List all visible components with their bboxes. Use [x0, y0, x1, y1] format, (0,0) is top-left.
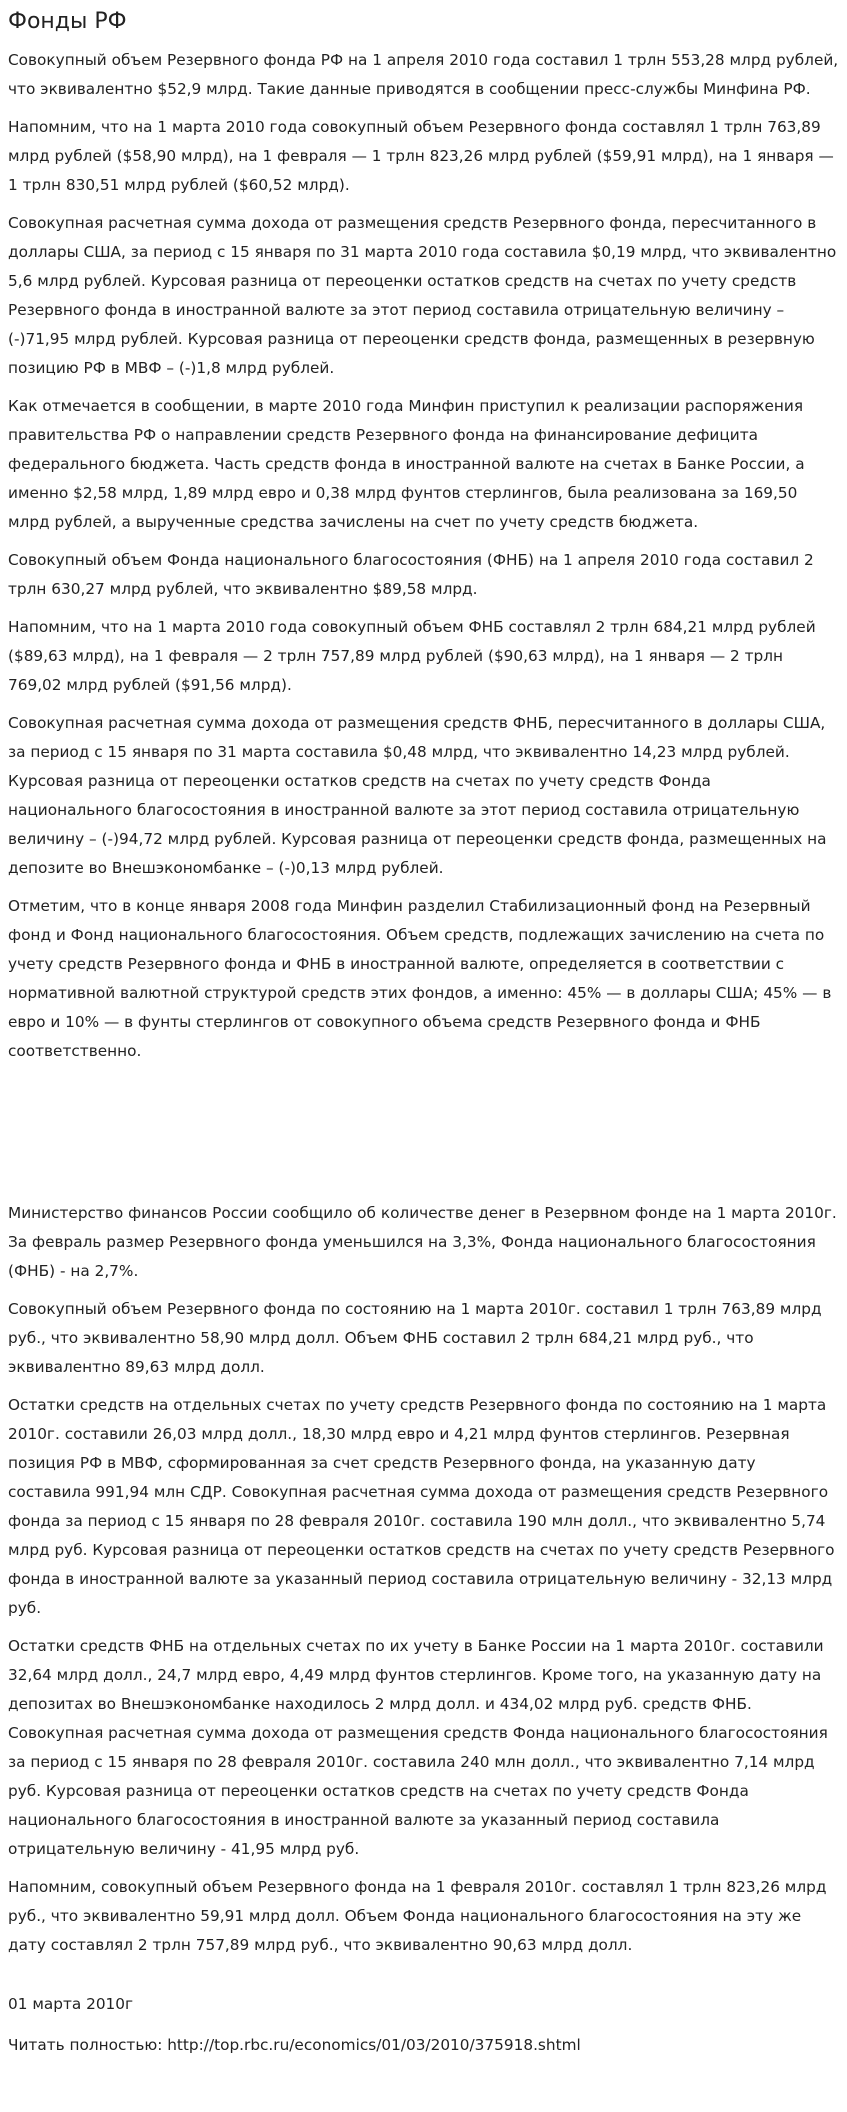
- paragraph: Министерство финансов России сообщило об количестве денег в Резервном фонде на 1 марта 2010г. За февраль размер Резервного фонда уменьшился на 3,3%, Фонда национального благосостояния (ФНБ) - на 2,7%.: [8, 1204, 837, 1280]
- paragraph: Как отмечается в сообщении, в марте 2010 года Минфин приступил к реализации распоряжения правительства РФ о направлении средств Резервного фонда на финансирование дефицита федерального бюджета. Часть средств фонда в иностранной валюте на счетах в Банке России, а именно $2,58 млрд, 1,89 млрд евро и 0,38 млрд фунтов стерлингов, была реализована за 169,50 млрд рублей, а вырученные средства зачислены на счет по учету средств бюджета.: [8, 397, 805, 531]
- paragraph: Совокупный объем Резервного фонда РФ на 1 апреля 2010 года составил 1 трлн 553,28 млрд рублей, что эквивалентно $52,9 млрд. Такие данные приводятся в сообщении пресс-службы Минфина РФ.: [8, 51, 839, 98]
- paragraph: Остатки средств ФНБ на отдельных счетах по их учету в Банке России на 1 марта 2010г. составили 32,64 млрд долл., 24,7 млрд евро, 4,49 млрд фунтов стерлингов. Кроме того, на указанную дату на депозитах во Внешэкономбанке находилось 2 млрд долл. и 434,02 млрд руб. средств ФНБ. Совокупная расчетная сумма дохода от размещения средств Фонда национального благосостояния за период с 15 января по 28 февраля 2010г. составила 240 млн долл., что эквивалентно 7,14 млрд руб. Курсовая разница от переоценки остатков средств на счетах по учету средств Фонда национального благосостояния в иностранной валюте за указанный период составила отрицательную величину - 41,95 млрд руб.: [8, 1637, 828, 1858]
- page-title: Фонды РФ: [8, 9, 127, 34]
- section-gap: [8, 1075, 839, 1199]
- source-prefix: Читать полностью:: [8, 2036, 168, 2054]
- paragraph: Напомним, что на 1 марта 2010 года совокупный объем ФНБ составлял 2 трлн 684,21 млрд рублей ($89,63 млрд), на 1 февраля — 2 трлн 757,89 млрд рублей ($90,63 млрд), на 1 января — 2 трлн 769,02 млрд рублей ($91,56 млрд).: [8, 618, 816, 694]
- paragraph: Напомним, совокупный объем Резервного фонда на 1 февраля 2010г. составлял 1 трлн 823,26 млрд руб., что эквивалентно 59,91 млрд долл. Объем Фонда национального благосостояния на эту же дату составлял 2 трлн 757,89 млрд руб., что эквивалентно 90,63 млрд долл.: [8, 1878, 827, 1954]
- source-link[interactable]: http://top.rbc.ru/economics/01/03/2010/375918.shtml: [167, 2036, 581, 2054]
- paragraph: Совокупный объем Фонда национального благосостояния (ФНБ) на 1 апреля 2010 года составил 2 трлн 630,27 млрд рублей, что эквивалентно $89,58 млрд.: [8, 551, 814, 598]
- article-date: 01 марта 2010г: [8, 1995, 134, 2013]
- paragraph: Совокупная расчетная сумма дохода от размещения средств ФНБ, пересчитанного в доллары США, за период с 15 января по 31 марта составила $0,48 млрд, что эквивалентно 14,23 млрд рублей. Курсовая разница от переоценки остатков средств на счетах по учету средств Фонда национального благосостояния в иностранной валюте за этот период составила отрицательную величину – (-)94,72 млрд рублей. Курсовая разница от переоценки средств фонда, размещенных на депозите во Внешэкономбанке – (-)0,13 млрд рублей.: [8, 714, 827, 877]
- source-line: [8, 2031, 839, 2060]
- article-section-reserve-march: [8, 1199, 839, 1960]
- paragraph: Остатки средств на отдельных счетах по учету средств Резервного фонда по состоянию на 1 марта 2010г. составили 26,03 млрд долл., 18,30 млрд евро и 4,21 млрд фунтов стерлингов. Резервная позиция РФ в МВФ, сформированная за счет средств Резервного фонда, на указанную дату составила 991,94 млн СДР. Совокупная расчетная сумма дохода от размещения средств Резервного фонда за период с 15 января по 28 февраля 2010г. составила 190 млн долл., что эквивалентно 5,74 млрд руб. Курсовая разница от переоценки остатков средств на счетах по учету средств Резервного фонда в иностранной валюте за указанный период составила отрицательную величину - 32,13 млрд руб.: [8, 1396, 835, 1617]
- paragraph: Совокупная расчетная сумма дохода от размещения средств Резервного фонда, пересчитанного в доллары США, за период с 15 января по 31 марта 2010 года составила $0,19 млрд, что эквивалентно 5,6 млрд рублей. Курсовая разница от переоценки остатков средств на счетах по учету средств Резервного фонда в иностранной валюте за этот период составила отрицательную величину – (-)71,95 млрд рублей. Курсовая разница от переоценки средств фонда, размещенных в резервную позицию РФ в МВФ – (-)1,8 млрд рублей.: [8, 214, 837, 377]
- paragraph: Напомним, что на 1 марта 2010 года совокупный объем Резервного фонда составлял 1 трлн 763,89 млрд рублей ($58,90 млрд), на 1 февраля — 1 трлн 823,26 млрд рублей ($59,91 млрд), на 1 января — 1 трлн 830,51 млрд рублей ($60,52 млрд).: [8, 118, 834, 194]
- article-section-reserve-april: [8, 46, 839, 1066]
- paragraph: Отметим, что в конце января 2008 года Минфин разделил Стабилизационный фонд на Резервный фонд и Фонд национального благосостояния. Объем средств, подлежащих зачислению на счета по учету средств Резервного фонда и ФНБ в иностранной валюте, определяется в соответствии с нормативной валютной структурой средств этих фондов, а именно: 45% — в доллары США; 45% — в евро и 10% — в фунты стерлингов от совокупного объема средств Резервного фонда и ФНБ соответственно.: [8, 897, 832, 1060]
- paragraph: Совокупный объем Резервного фонда по состоянию на 1 марта 2010г. составил 1 трлн 763,89 млрд руб., что эквивалентно 58,90 млрд долл. Объем ФНБ составил 2 трлн 684,21 млрд руб., что эквивалентно 89,63 млрд долл.: [8, 1300, 822, 1376]
